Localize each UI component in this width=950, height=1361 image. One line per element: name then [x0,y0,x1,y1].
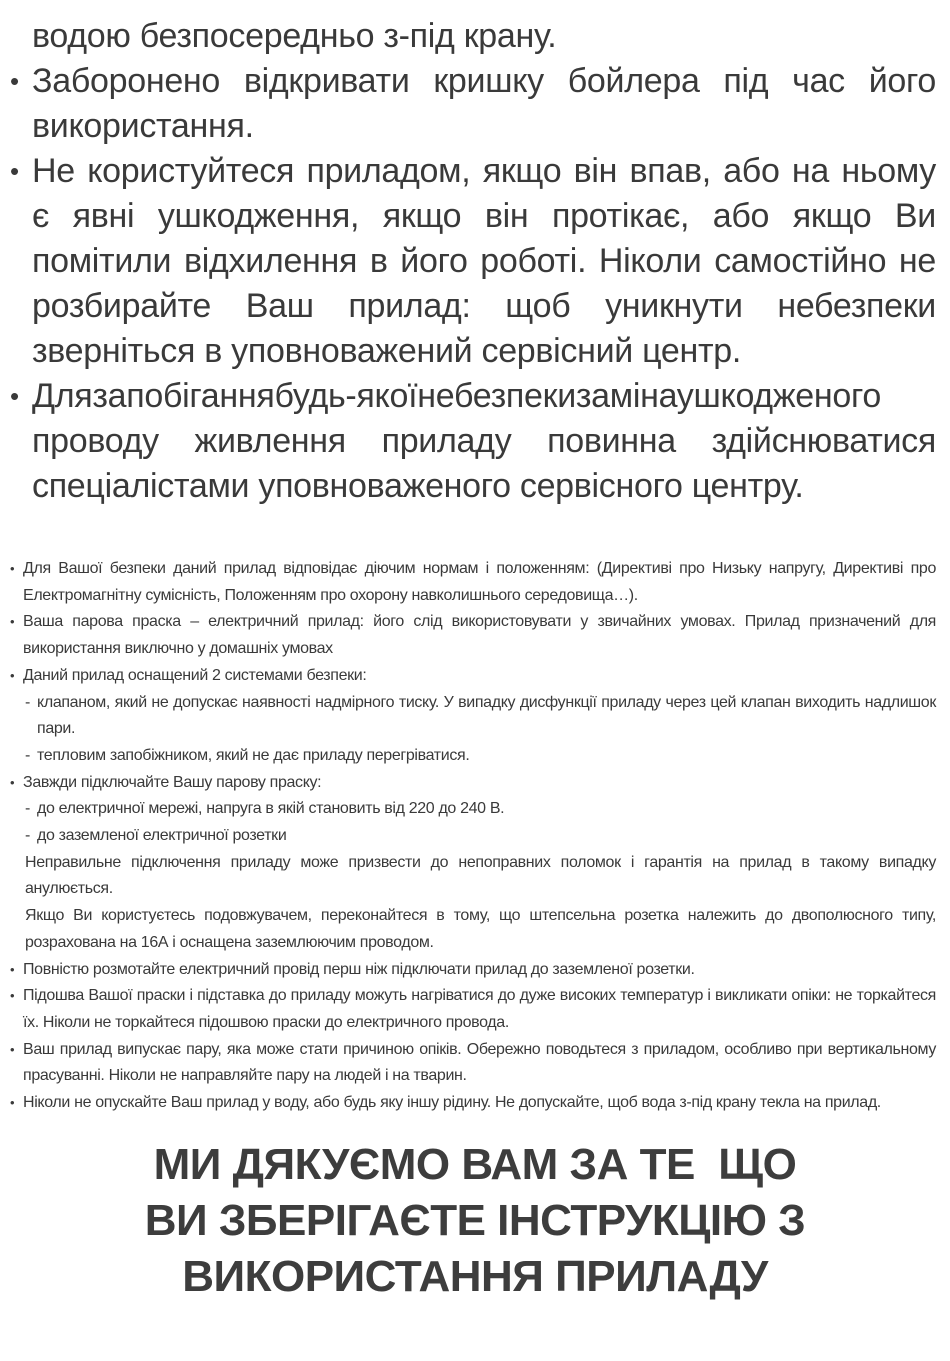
bullet-icon: • [10,561,15,576]
thank-you-line: ВИКОРИСТАННЯ ПРИЛАДУ [182,1252,768,1301]
thank-you-heading [0,1137,950,1305]
bullet-icon: • [10,66,19,96]
dash-icon: - [25,693,30,711]
bullet-icon: • [10,774,15,790]
bullet-icon: • [10,381,19,411]
sub-list-item-text: клапаном, який не допускає наявності надмірного тиску. У випадку дисфункції приладу через цей клапан виходить надлишок пари. [37,693,936,738]
sub-list-item [10,743,936,770]
list-item [10,556,936,609]
bullet-icon: • [10,667,15,683]
list-item [10,609,936,662]
dash-icon: - [25,800,30,818]
list-item [10,983,936,1036]
note-paragraph: Якщо Ви користуєтесь подовжувачем, переконайтеся в тому, що штепсельна розетка належить до двополюсного типу, розрахована на 16А і оснащена заземлюючим проводом. [25,907,936,951]
list-item [10,59,936,149]
list-item [10,957,936,984]
list-item-text: Заборонено відкривати кришку бойлера під час його використання. [32,62,936,145]
thank-you-line: ВИ ЗБЕРІГАЄТЕ ІНСТРУКЦІЮ З [144,1196,806,1245]
list-item [10,374,936,509]
sub-list-item [10,690,936,743]
list-item [10,1090,936,1117]
list-item [10,1037,936,1090]
list-item-text: Для Вашої безпеки даний прилад відповідає діючим нормам і положенням: (Директиві про Низьку напругу, Директиві про Електромагнітну сумісність, Положенням про охорону навколишнього середовища…). [23,560,936,604]
dash-icon: - [25,746,30,764]
bullet-icon: • [10,1095,15,1111]
bullet-icon: • [10,988,15,1004]
list-item-text: Повністю розмотайте електричний провід перш ніж підключати прилад до заземленої розетки. [23,960,695,978]
large-warnings-section [10,14,936,509]
sub-list-item [10,823,936,850]
bullet-icon: • [10,961,15,977]
list-item [10,149,936,374]
dash-icon: - [25,827,30,845]
list-item-text: Ваша парова праска – електричний прилад: його слід використовувати у звичайних умовах. Прилад призначений для використання виключно у домашніх умовах [23,613,936,658]
list-item-text: Ніколи не опускайте Ваш прилад у воду, або будь яку іншу рідину. Не допускайте, щоб вода з-під крану текла на прилад. [23,1094,881,1112]
bullet-icon: • [10,1041,15,1057]
thank-you-line: МИ ДЯКУЄМО ВАМ ЗА ТЕ ЩО [153,1140,797,1189]
list-item [10,770,936,797]
note-paragraph: Неправильне підключення приладу може призвести до непоправних поломок і гарантія на прилад в такому випадку анулюється. [25,853,936,898]
continued-paragraph: водою безпосередньо з-під крану. [32,17,557,55]
list-item-text: Підошва Вашої праски і підставка до приладу можуть нагріватися до дуже високих температур і викликати опіки: не торкайтеся їх. Ніколи не торкайтеся підошвою праски до електричного провода. [23,987,936,1031]
list-item-text: Длязапобіганнябудь-якоїнебезпекизамінаушкодженого проводу живлення приладу повинна здійснюватися спеціалістами уповноваженого сервісного центру. [32,377,936,505]
sub-list-item-text: до заземленої електричної розетки [37,827,287,845]
list-item-text: Не користуйтеся приладом, якщо він впав, або на ньому є явні ушкодження, якщо він протікає, або якщо Ви помітили відхилення в його роботі. Ніколи самостійно не розбирайте Ваш прилад: щоб уникнути небезпеки зверніться в уповноважений сервісний центр. [32,152,936,370]
sub-list-item [10,796,936,823]
sub-list-item-text: до електричної мережі, напруга в якій становить від 220 до 240 В. [37,800,505,818]
safety-instructions-section [10,556,936,1117]
sub-list-item-text: тепловим запобіжником, який не дає приладу перегріватися. [37,746,470,764]
list-item-text: Завжди підключайте Вашу парову праску: [23,773,322,791]
bullet-icon: • [10,614,15,630]
bullet-icon: • [10,156,19,186]
list-item-text: Ваш прилад випускає пару, яка може стати причиною опіків. Обережно поводьтеся з приладом, особливо при вертикальному прасуванні. Ніколи не направляйте пару на людей і на тварин. [23,1040,936,1085]
list-item-text: Даний прилад оснащений 2 системами безпеки: [23,666,367,684]
list-item [10,663,936,690]
